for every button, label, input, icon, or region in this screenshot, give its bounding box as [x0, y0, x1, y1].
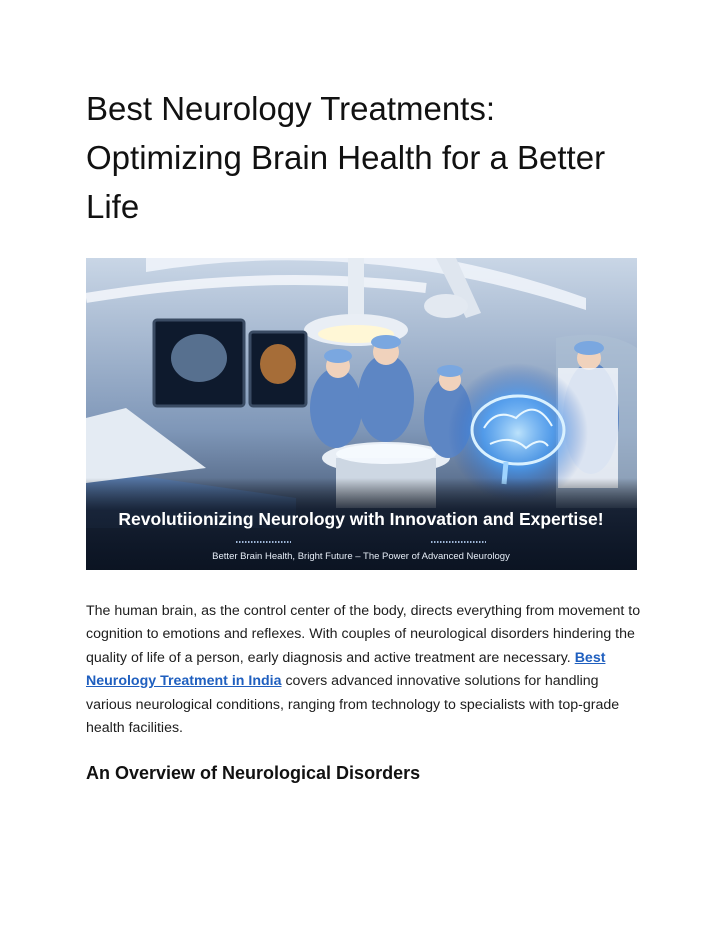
page-title: Best Neurology Treatments: Optimizing Brain Health for a Better Life	[86, 90, 606, 225]
intro-text-after-link: covers advanced innovative solutions for handling various neurological conditions, ranging from technology to specialists with top-grade health facilities.	[86, 673, 620, 737]
operating-room-illustration-icon	[86, 258, 637, 570]
hero-tagline: Better Brain Health, Bright Future – The Power of Advanced Neurology	[212, 551, 510, 562]
hero-image	[86, 258, 637, 570]
intro-text-before-link: The human brain, as the control center of the body, directs everything from movement to cognition to emotions and reflexes. With couples of neurological disorders hindering the quality of life of a person, early diagnosis and active treatment are necessary.	[86, 603, 641, 666]
section-heading: An Overview of Neurological Disorders	[86, 763, 421, 783]
hero-headline: Revolutiionizing Neurology with Innovation and Expertise!	[118, 509, 604, 529]
neurology-treatment-link[interactable]: Best Neurology Treatment in India	[86, 649, 606, 690]
intro-paragraph	[86, 600, 646, 740]
